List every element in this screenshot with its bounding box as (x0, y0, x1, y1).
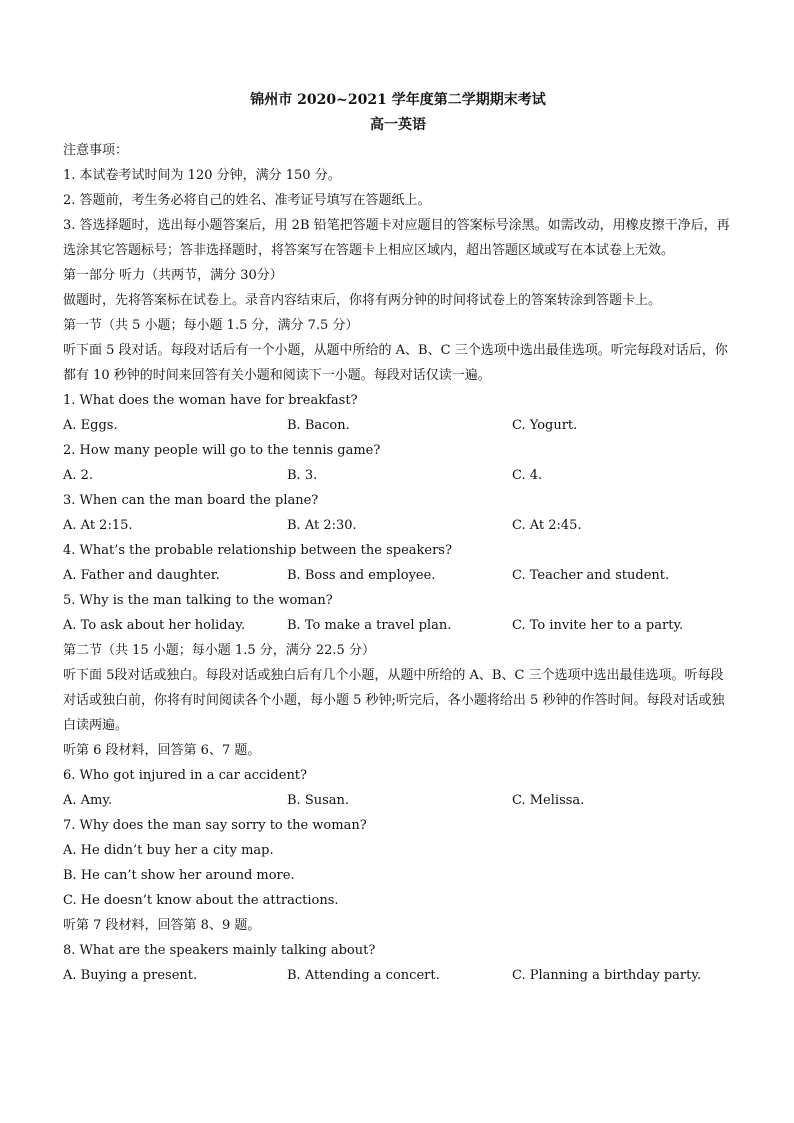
notes-heading: 注意事项： (63, 143, 129, 158)
question-text: 6. Who got injured in a car accident? (63, 768, 308, 783)
option-a: A. To ask about her holiday. (63, 618, 246, 633)
option-c: C. Planning a birthday party. (512, 968, 702, 983)
option-a: A. Amy. (63, 793, 113, 808)
option-a: A. 2. (63, 468, 94, 483)
option-b: B. To make a travel plan. (287, 618, 452, 633)
option-b: B. At 2:30. (287, 518, 357, 533)
options-row (63, 563, 733, 588)
question-2 (63, 438, 733, 488)
section1-heading: 第一节（共 5 小题；每小题 1.5 分，满分 7.5 分） (63, 318, 359, 333)
exam-subject: 高一英语 (370, 117, 426, 133)
option-a: A. He didn’t buy her a city map. (63, 843, 274, 858)
part1-instruction: 做题时，先将答案标在试卷上。录音内容结束后，你将有两分钟的时间将试卷上的答案转涂到答题卡上。 (63, 293, 662, 308)
option-a: A. At 2:15. (63, 518, 133, 533)
option-c: C. 4. (512, 468, 543, 483)
question-8 (63, 938, 733, 988)
note-item-3: 3. 答选择题时，选出每小题答案后，用 2B 铅笔把答题卡对应题目的答案标号涂黑。如需改动，用橡皮擦干净后，再选涂其它答题标号；答非选择题时，将答案写在答题卡上相应区域内，超出答题区域或写在本试卷上无效。 (63, 218, 730, 258)
question-text: 7. Why does the man say sorry to the woman? (63, 818, 367, 833)
option-c: C. At 2:45. (512, 518, 582, 533)
question-text: 2. How many people will go to the tennis game? (63, 443, 381, 458)
material-7-intro: 听第 7 段材料，回答第 8、9 题。 (63, 918, 261, 933)
exam-title: 锦州市 2020~2021 学年度第二学期期末考试 (250, 92, 546, 108)
options-row (63, 513, 733, 538)
part1-heading: 第一部分 听力（共两节，满分 30分） (63, 268, 283, 283)
question-4 (63, 538, 733, 588)
option-b: B. Susan. (287, 793, 350, 808)
question-6 (63, 763, 733, 813)
question-1 (63, 388, 733, 438)
option-a: A. Buying a present. (63, 968, 198, 983)
section2-instruction: 听下面 5段对话或独白。每段对话或独白后有几个小题，从题中所给的 A、B、C 三个选项中选出最佳选项。听每段对话或独白前，你将有时间阅读各个小题，每小题 5 秒钟;听完后，各小题将给出 5 秒钟的作答时间。每段对话或独白读两遍。 (63, 668, 725, 733)
note-item-2: 2. 答题前，考生务必将自己的姓名、准考证号填写在答题纸上。 (63, 193, 431, 208)
options-row (63, 413, 733, 438)
option-b: B. Boss and employee. (287, 568, 436, 583)
option-c: C. Melissa. (512, 793, 585, 808)
option-c: C. He doesn’t know about the attractions. (63, 893, 339, 908)
options-row (63, 613, 733, 638)
question-text: 1. What does the woman have for breakfast? (63, 393, 358, 408)
section2-heading: 第二节（共 15 小题；每小题 1.5 分，满分 22.5 分） (63, 643, 375, 658)
question-text: 4. What’s the probable relationship between the speakers? (63, 543, 452, 558)
question-3 (63, 488, 733, 538)
question-text: 3. When can the man board the plane? (63, 493, 319, 508)
question-5 (63, 588, 733, 638)
option-a: A. Father and daughter. (63, 568, 220, 583)
section1-instruction: 听下面 5 段对话。每段对话后有一个小题，从题中所给的 A、B、C 三个选项中选出最佳选项。听完每段对话后，你都有 10 秒钟的时间来回答有关小题和阅读下一小题。每段对话仅读一遍。 (63, 343, 728, 383)
options-row (63, 788, 733, 813)
option-c: C. To invite her to a party. (512, 618, 684, 633)
question-text: 5. Why is the man talking to the woman? (63, 593, 333, 608)
question-text: 8. What are the speakers mainly talking about? (63, 943, 376, 958)
option-a: A. Eggs. (63, 418, 118, 433)
option-c: C. Yogurt. (512, 418, 578, 433)
option-b: B. Attending a concert. (287, 968, 440, 983)
note-item-1: 1. 本试卷考试时间为 120 分钟，满分 150 分。 (63, 168, 341, 183)
exam-content (63, 88, 733, 988)
option-b: B. 3. (287, 468, 318, 483)
material-6-intro: 听第 6 段材料，回答第 6、7 题。 (63, 743, 261, 758)
question-7 (63, 813, 733, 913)
options-row (63, 463, 733, 488)
options-row (63, 963, 733, 988)
option-b: B. Bacon. (287, 418, 350, 433)
option-c: C. Teacher and student. (512, 568, 670, 583)
option-b: B. He can’t show her around more. (63, 868, 295, 883)
